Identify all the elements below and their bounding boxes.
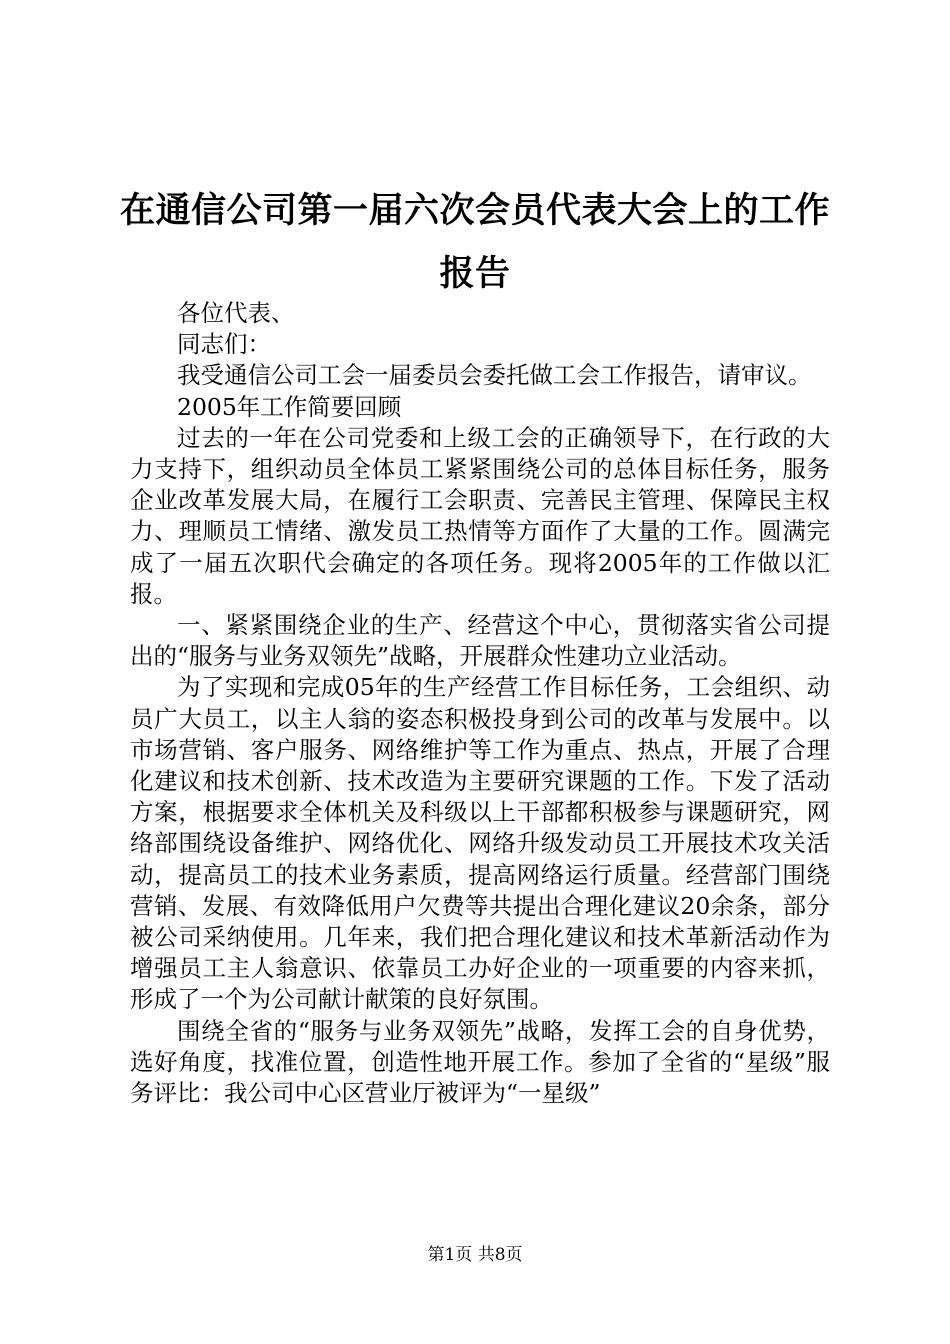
salutation-paragraph: 各位代表、 bbox=[177, 299, 295, 327]
section-heading: 一、紧紧围绕企业的生产、经营这个中心，贯彻落实省公司提出的“服务与业务双领先”战略，开展群众性建功立业活动。 bbox=[130, 611, 830, 671]
document-body bbox=[130, 298, 830, 1109]
body-paragraph: 围绕全省的“服务与业务双领先”战略，发挥工会的自身优势，选好角度，找准位置，创造性地开展工作。参加了全省的“星级”服务评比：我公司中心区营业厅被评为“一星级” bbox=[130, 1016, 830, 1108]
page-number-footer: 第1页 共8页 bbox=[427, 1245, 523, 1265]
salutation-paragraph: 同志们： bbox=[177, 330, 271, 359]
title-line-2: 报告 bbox=[439, 254, 511, 294]
body-paragraph: 为了实现和完成05年的生产经营工作目标任务，工会组织、动员广大员工，以主人翁的姿态积极投身到公司的改革与发展中。以市场营销、客户服务、网络维护等工作为重点、热点，开展了合理化建议和技术创新、技术改造为主要研究课题的工作。下发了活动方案，根据要求全体机关及科级以上干部都积极参与课题研究，网络部围绕设备维护、网络优化、网络升级发动员工开展技术攻关活动，提高员工的技术业务素质，提高网络运行质量。经营部门围绕营销、发展、有效降低用户欠费等共提出合理化建议20余条，部分被公司采纳使用。几年来，我们把合理化建议和技术革新活动作为增强员工主人翁意识、依靠员工办好企业的一项重要的内容来抓，形成了一个为公司献计献策的良好氛围。 bbox=[130, 673, 830, 1014]
document-title bbox=[100, 180, 850, 306]
body-paragraph: 我受通信公司工会一届委员会委托做工会工作报告，请审议。 bbox=[177, 361, 812, 390]
title-line-1: 在通信公司第一届六次会员代表大会上的工作 bbox=[119, 191, 830, 231]
body-paragraph: 过去的一年在公司党委和上级工会的正确领导下，在行政的大力支持下，组织动员全体员工紧紧围绕公司的总体目标任务，服务企业改革发展大局，在履行工会职责、完善民主管理、保障民主权力、理顺员工情绪、激发员工热情等方面作了大量的工作。圆满完成了一届五次职代会确定的各项任务。现将2005年的工作做以汇报。 bbox=[130, 423, 830, 608]
section-heading: 2005年工作简要回顾 bbox=[177, 392, 402, 421]
